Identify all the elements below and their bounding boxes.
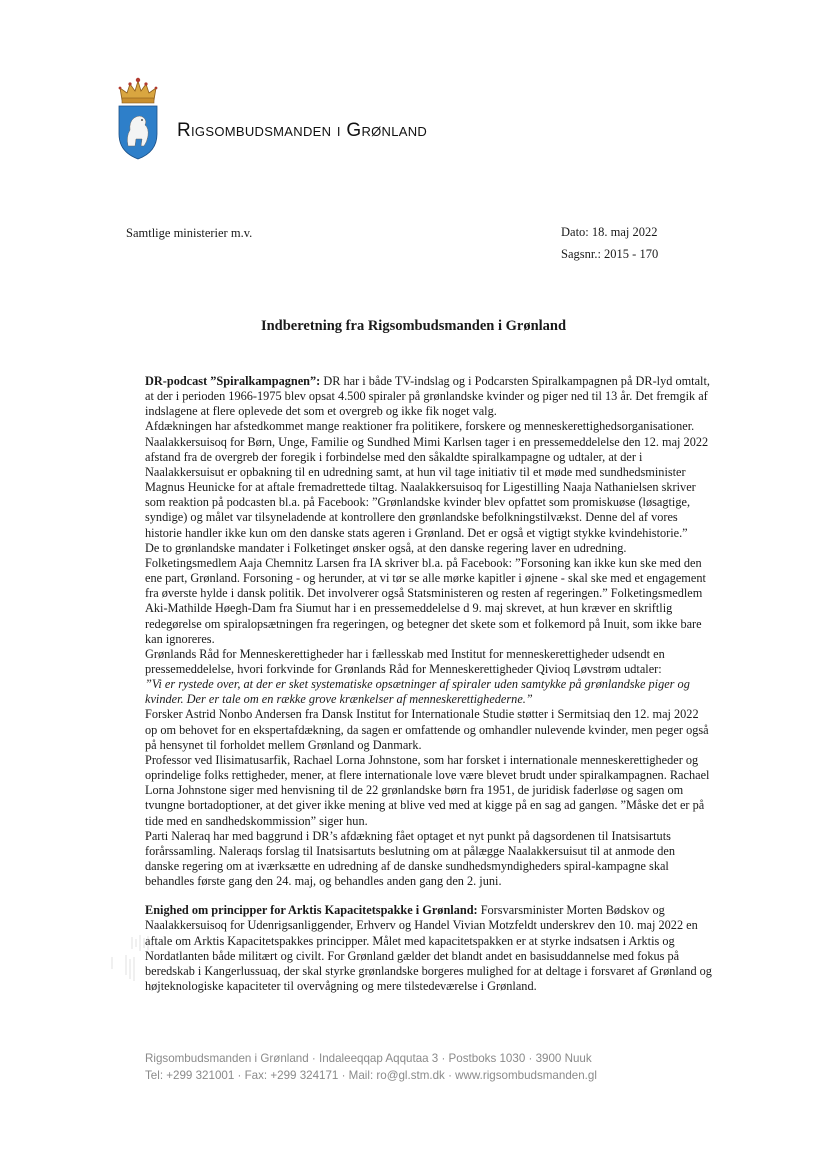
paragraph: Professor ved Ilisimatusarfik, Rachael Lorna Johnstone, som har forsket i internationale menneskerettigheder og oprindelige folks rettigheder, mener, at flere internationale love være blevet brudt under spiralkampagnen. Rachael Lorna Johnstone siger med henvisning til de 22 grønlandske børn fra 1951, de juridisk faderløse og sagen om tvungne bortadoptioner, at det giver ikke mening at blive ved med at kigge på en sag ad gangen. ”Måske det er på tide med en sandhedskommission” siger hun. [145, 752, 710, 828]
greenland-crest-icon [116, 76, 160, 160]
quote: ”Vi er rystede over, at der er sket systematiske opsætninger af spiraler uden samtykke på grønlandske piger og kvinder. Der er tale om en række grove krænkelser af menneskerettighederne.” [145, 677, 690, 707]
paragraph: Afdækningen har afstedkommet mange reaktioner fra politikere, forskere og menneskerettighedsorganisationer. [145, 419, 695, 434]
document-title: Indberetning fra Rigsombudsmanden i Grønland [260, 318, 567, 334]
paragraph: Naalakkersuisoq for Børn, Unge, Familie og Sundhed Mimi Karlsen tager i en pressemeddelelse den 12. maj 2022 afstand fra de overgreb der foregik i forbindelse med den såkaldte spiralkampagne og udtaler, at der i Naalakkersuisut er opbakning til en udredning samt, at hun vil tage initiativ til et møde med sundhedsminister Magnus Heunicke for at aftale fremadrettede tiltag. Naalakkersuisoq for Ligestilling Naaja Nathanielsen skriver som reaktion på podcasten bl.a. på Facebook: ”Grønlandske kvinder blev opfattet som promiskuøse (løsagtige, syndige) og målet var tilsyneladende at kontrollere den grønlandske befolkningstilvækst. Denne del af vores historie handler ikke kun om den danske stats ageren i Grønland. Det er også et vigtigt stykke kvindehistorie.” [145, 434, 709, 540]
paragraph: Enighed om principper for Arktis Kapacitetspakke i Grønland: Forsvarsminister Morten Bødskov og Naalakkersuisoq for Udenrigsanliggender, Erhverv og Handel Vivian Motzfeldt underskrev den 10. maj 2022 en aftale om Arktis Kapacitetspakkes principper. Målet med kapacitetspakken er at styrke indsatsen i Arktis og Nordatlanten både militært og civilt. For Grønland gælder det blandt andet en basisuddannelse med fokus på beredskab i Kangerlussuaq, der skal styrke grønlandske borgeres mulighed for at deltage i forsvaret af Grønland og højteknologiske kapaciteter til overvågning og mere tilstedeværelse i Grønland. [145, 903, 712, 994]
org-name: Rigsombudsmanden i Grønland [177, 120, 428, 141]
footer-address: Rigsombudsmanden i Grønland · Indaleeqqap Aqqutaa 3 · Postboks 1030 · 3900 Nuuk [145, 1052, 592, 1065]
section-heading: Enighed om principper for Arktis Kapacitetspakke i Grønland: [145, 903, 478, 918]
page-footer [145, 1050, 597, 1084]
case-number-line: Sagsnr.: 2015 - 170 [561, 247, 659, 261]
section-heading: DR-podcast ”Spiralkampagnen”: [145, 374, 321, 388]
report-body [145, 374, 712, 994]
paragraph: Parti Naleraq har med baggrund i DR’s afdækning fået optaget et nyt punkt på dagsordenen til Inatsisartuts forårssamling. Naleraqs forslag til Inatsisartuts beslutning om at pålægge Naalakkersuisut til at anmode den danske regering om at iværksætte en udredning af de danske sundhedsmyndigheders spiral-kampagne skal behandles første gang den 24. maj, og behandles anden gang den 2. juni. [145, 828, 676, 889]
paragraph: DR-podcast ”Spiralkampagnen”: DR har i både TV-indslag og i Podcarsten Spiralkampagnen på DR-lyd omtalt, at der i perioden 1966-1975 blev opsat 4.500 spiraler på grønlandske kvinder og piger ned til 13 år. Det fremgik af indslagene at flere oplevede det som et overgreb og ikke fik noget valg. [145, 374, 710, 419]
footer-contact: Tel: +299 321001 · Fax: +299 324171 · Mail: ro@gl.stm.dk · www.rigsombudsmanden.gl [145, 1069, 597, 1082]
paragraph: Forsker Astrid Nonbo Andersen fra Dansk Institut for Internationale Studie støtter i Sermitsiaq den 12. maj 2022 op om behovet for en ekspertafdækning, da sagen er omfattende og omhandler nulevende kvinder, men peger også på hensynet til forholdet mellem Grønland og Danmark. [145, 707, 709, 752]
recipient: Samtlige ministerier m.v. [126, 226, 253, 240]
scan-artifact [92, 935, 182, 995]
paragraph: De to grønlandske mandater i Folketinget ønsker også, at den danske regering laver en udredning. Folketingsmedlem Aaja Chemnitz Larsen fra IA skriver bl.a. på Facebook: ”Forsoning kan ikke kun ske med den ene part, Grønland. Forsoning - og herunder, at vi tør se alle mørke kapitler i øjnene - skal ske med et engagement fra øverste hylde i dansk politik. Det involverer også Statsministeren og resten af regeringen.” Folketingsmedlem Aki-Mathilde Høegh-Dam fra Siumut har i en pressemeddelelse d 9. maj skrevet, at hun kræver en skriftlig redegørelse om spiralopsætningen fra regeringen, og betegner det skete som et folkemord på Inuit, som ikke bare kan ignoreres. [145, 540, 706, 646]
date-line: Dato: 18. maj 2022 [561, 225, 658, 239]
document-meta [561, 221, 658, 265]
paragraph: Grønlands Råd for Menneskerettigheder har i fællesskab med Institut for menneskerettigheder udsendt en pressemeddelelse, hvori forkvinde for Grønlands Råd for Menneskerettigheder Qivioq Løvstrøm udtaler: [145, 646, 665, 676]
